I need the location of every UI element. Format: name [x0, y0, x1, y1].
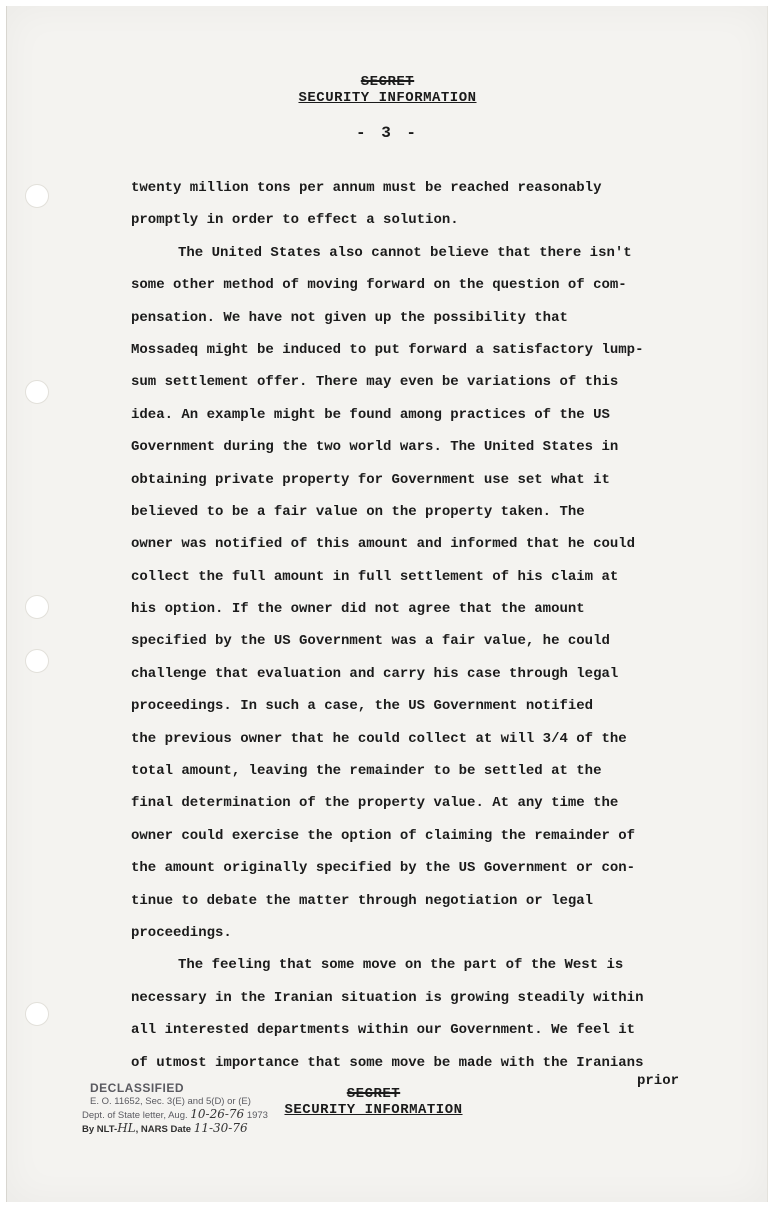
body-line: The United States also cannot believe that there isn't — [178, 244, 632, 261]
body-line: of utmost importance that some move be made with the Iranians — [131, 1054, 644, 1071]
body-line: twenty million tons per annum must be reached reasonably — [131, 180, 602, 196]
body-line: idea. An example might be found among practices of the US — [131, 406, 610, 423]
body-line: sum settlement offer. There may even be variations of this — [131, 374, 619, 391]
catchword: prior — [637, 1073, 680, 1089]
stamp-letter-year: 1973 — [246, 1110, 268, 1121]
page-number: - 3 - — [355, 124, 419, 142]
stamp-eo-line: E. O. 11652, Sec. 3(E) and 5(D) or (E) — [90, 1096, 251, 1107]
body-line: The feeling that some move on the part of the West is — [178, 957, 624, 974]
punch-hole — [25, 595, 49, 619]
body-line: obtaining private property for Government use set what it — [131, 471, 610, 488]
body-line: his option. If the owner did not agree that the amount — [131, 601, 585, 618]
stamp-nlt-prefix: By NLT- — [82, 1124, 118, 1135]
body-line: proceedings. — [131, 924, 232, 941]
stamp-letter-line — [82, 1108, 268, 1122]
body-line: total amount, leaving the remainder to be settled at the — [131, 763, 602, 780]
handwritten-initials: HL — [117, 1121, 136, 1135]
body-line: specified by the US Government was a fair value, he could — [131, 633, 610, 650]
body-line: necessary in the Iranian situation is growing steadily within — [131, 989, 644, 1006]
stamp-nars-label: , NARS Date — [135, 1124, 192, 1135]
body-line: pensation. We have not given up the possibility that — [131, 309, 568, 326]
body-line: some other method of moving forward on the question of com- — [131, 277, 627, 294]
body-line: the previous owner that he could collect at will 3/4 of the — [131, 730, 627, 747]
body-line: the amount originally specified by the US Government or con- — [131, 860, 636, 877]
body-line: collect the full amount in full settlement of his claim at — [131, 568, 619, 585]
header-secret-struck: SECRET — [360, 74, 415, 90]
body-line: all interested departments within our Government. We feel it — [131, 1022, 636, 1039]
punch-hole — [25, 649, 49, 673]
body-line: Mossadeq might be induced to put forward a satisfactory lump- — [131, 341, 644, 358]
header-classification — [0, 74, 775, 106]
body-line: owner could exercise the option of claiming the remainder of — [131, 827, 636, 844]
body-line: proceedings. In such a case, the US Government notified — [131, 698, 594, 715]
footer-secret-struck: SECRET — [346, 1086, 401, 1102]
stamp-letter-prefix: Dept. of State letter, Aug. — [82, 1110, 188, 1121]
body-line: believed to be a fair value on the property taken. The — [131, 503, 585, 520]
body-line: tinue to debate the matter through negotiation or legal — [131, 892, 594, 909]
header-security-information: SECURITY INFORMATION — [298, 90, 477, 106]
stamp-nars-line — [82, 1122, 268, 1136]
declassification-stamp — [82, 1082, 268, 1136]
punch-hole — [25, 1002, 49, 1026]
body-line: Government during the two world wars. The United States in — [131, 439, 619, 456]
body-line: owner was notified of this amount and informed that he could — [131, 536, 636, 553]
body-line: challenge that evaluation and carry his case through legal — [131, 665, 619, 682]
body-line: promptly in order to effect a solution. — [131, 212, 459, 229]
handwritten-date: 10-26-76 — [190, 1107, 245, 1121]
body-text — [131, 172, 731, 1079]
body-line: final determination of the property value. At any time the — [131, 795, 619, 812]
punch-hole — [25, 380, 49, 404]
handwritten-nars-date: 11-30-76 — [193, 1121, 248, 1135]
footer-security-information: SECURITY INFORMATION — [284, 1102, 463, 1118]
punch-hole — [25, 184, 49, 208]
stamp-title: DECLASSIFIED — [90, 1081, 185, 1095]
